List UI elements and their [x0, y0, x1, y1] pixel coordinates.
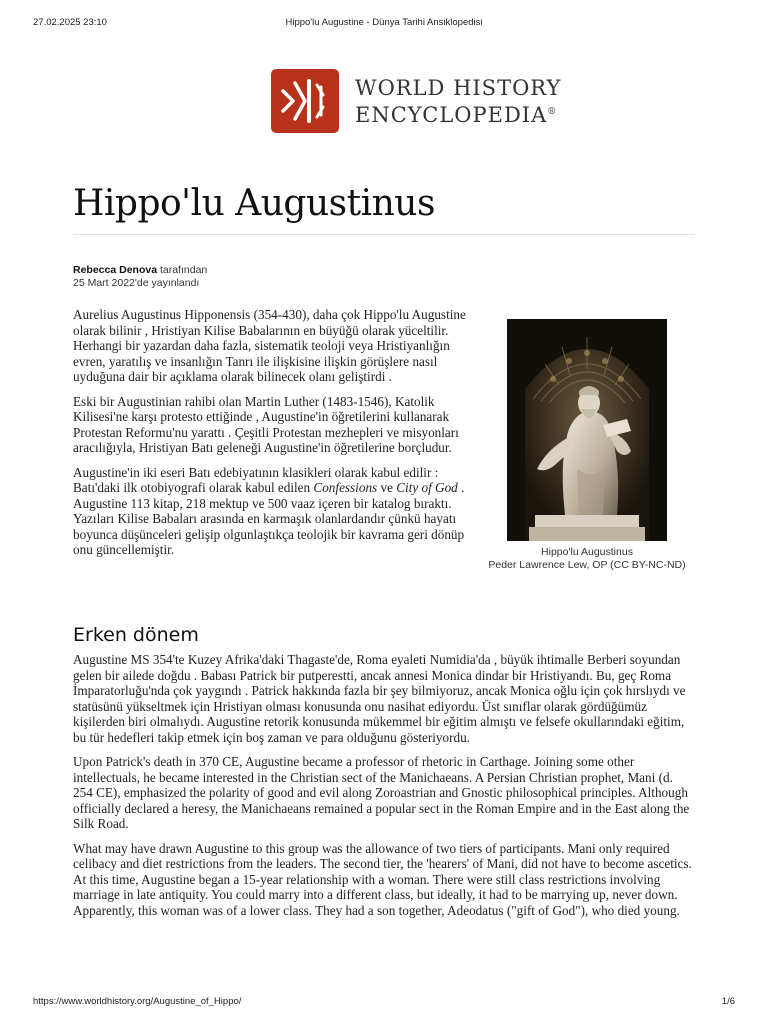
author-suffix: tarafından: [157, 264, 208, 276]
site-logo[interactable]: [271, 69, 561, 133]
logo-mark-icon: [271, 69, 339, 133]
intro-paragraph-1: Aurelius Augustinus Hipponensis (354-430), daha çok Hippo'lu Augustine olarak bilinir , Hristiyan Kilise Babalarının en büyüğü olarak yüceltilir. Herhangi bir yazardan daha fazla, sistematik teoloji veya Hristiyanlığın evren, yaratılış ve insanlığın Tanrı ile ilişkisine ilişkin görüşlere nasıl uyduğuna dair bir açıklama olarak bilinecek olanı geliştirdi .: [73, 307, 466, 384]
early-paragraph-2: Upon Patrick's death in 370 CE, Augustine became a professor of rhetoric in Carthage. Joining some other intellectuals, he became interested in the Christian sect of the Manichaeans. A Persian Christian prophet, Mani (d. 254 CE), emphasized the polarity of good and evil along Zoroastrian and Gnostic philosophical principles. Although officially declared a heresy, the Manichaeans remained a popular sect in the Roman Empire and in the East along the Silk Road.: [73, 754, 690, 831]
page-number: 1/6: [721, 996, 735, 1007]
registered-mark: ®: [547, 106, 557, 117]
figure-caption-title: Hippo'lu Augustinus: [541, 546, 633, 558]
byline: [73, 264, 207, 290]
logo-line2: ENCYCLOPEDIA®: [355, 102, 557, 127]
intro-paragraph-3: Augustine'in iki eseri Batı edebiyatının klasikleri olarak kabul edilir : Batı'daki ilk otobiyografi olarak kabul edilen Confessions ve City of God . Augustine 113 kitap, 218 mektup ve 500 vaaz içeren bir katalog bıraktı. Yazıları Kilise Babaları arasında en karmaşık olanlardandır çünkü hayatı boyunca düşünceleri gelişip olgunlaştıkça teolojik bir kavrama geri dönüp onu güncellemiştir.: [73, 464, 465, 557]
city-of-god-title: City of God: [396, 480, 458, 495]
print-datetime: 27.02.2025 23:10: [33, 17, 107, 28]
logo-line1: WORLD HISTORY: [355, 75, 562, 100]
print-page-title: Hippo'lu Augustine - Dünya Tarihi Ansiklopedisi: [285, 17, 483, 28]
print-url: https://www.worldhistory.org/Augustine_of_Hippo/: [33, 996, 242, 1007]
print-footer: [33, 996, 735, 1008]
logo-wordmark: [355, 76, 561, 127]
intro-paragraph-2: Eski bir Augustinian rahibi olan Martin Luther (1483-1546), Katolik Kilisesi'ne karşı protesto ettiğinde , Augustine'in öğretilerini kullanarak Protestan Reformu'nu yarattı . Çeşitli Protestan mezhepleri ve misyonları aracılığıyla, Hristiyan Batı geleneği Augustine'in öğretilerine borçludur.: [73, 393, 459, 455]
author-link[interactable]: Rebecca Denova: [73, 264, 158, 276]
figure-credit[interactable]: Peder Lawrence Lew, OP (CC BY-NC-ND): [488, 559, 686, 571]
print-header: [33, 17, 735, 31]
figure-caption: [467, 546, 707, 572]
early-paragraph-3: What may have drawn Augustine to this group was the allowance of two tiers of participants. Mani only required celibacy and diet restrictions from the leaders. The second tier, the 'hearers' of Mani, did not have to become ascetics. At this time, Augustine began a 15-year relationship with a woman. There were still class restrictions involving marriage in late antiquity. You could marry into a different class, but ideally, it had to be marrying up, never down. Apparently, this woman was of a lower class. They had a son together, Adeodatus ("gift of God"), who died young.: [73, 840, 692, 918]
augustine-statue-image[interactable]: [507, 319, 667, 541]
publish-date: 25 Mart 2022'de yayınlandı: [73, 277, 200, 289]
intro-column: [73, 307, 471, 567]
article-figure: [488, 319, 686, 571]
confessions-title: Confessions: [313, 480, 378, 495]
early-paragraph-1: Augustine MS 354'te Kuzey Afrika'daki Thagaste'de, Roma eyaleti Numidia'da , büyük ihtimalle Berberi soyundan gelen bir ailede doğdu . Babası Patrick bir putperestti, ancak annesi Monica dindar bir Hristiyandı. Bu, geç Roma İmparatorluğu'nda çok yaygındı . Patrick hakkında fazla bir şey bilmiyoruz, ancak Monica oğlu için çok hırslıydı ve statüsünü yükseltmek için Hristiyan olması konusunda onu nasihat ediyordu. Üst sınıflar olarak gördüğümüz kişilerden biri olmalıydı. Augustine retorik konusunda mükemmel bir eğitim almıştı ve felsefe okullarındaki eğitim, bu tür hedefleri takip etmek için boş zaman ve para olduğunu gösteriyordu.: [73, 652, 686, 745]
section-heading-early-life: Erken dönem: [73, 624, 199, 646]
title-divider: [73, 234, 695, 235]
early-life-section: [73, 652, 695, 927]
article-title: Hippo'lu Augustinus: [73, 183, 435, 224]
